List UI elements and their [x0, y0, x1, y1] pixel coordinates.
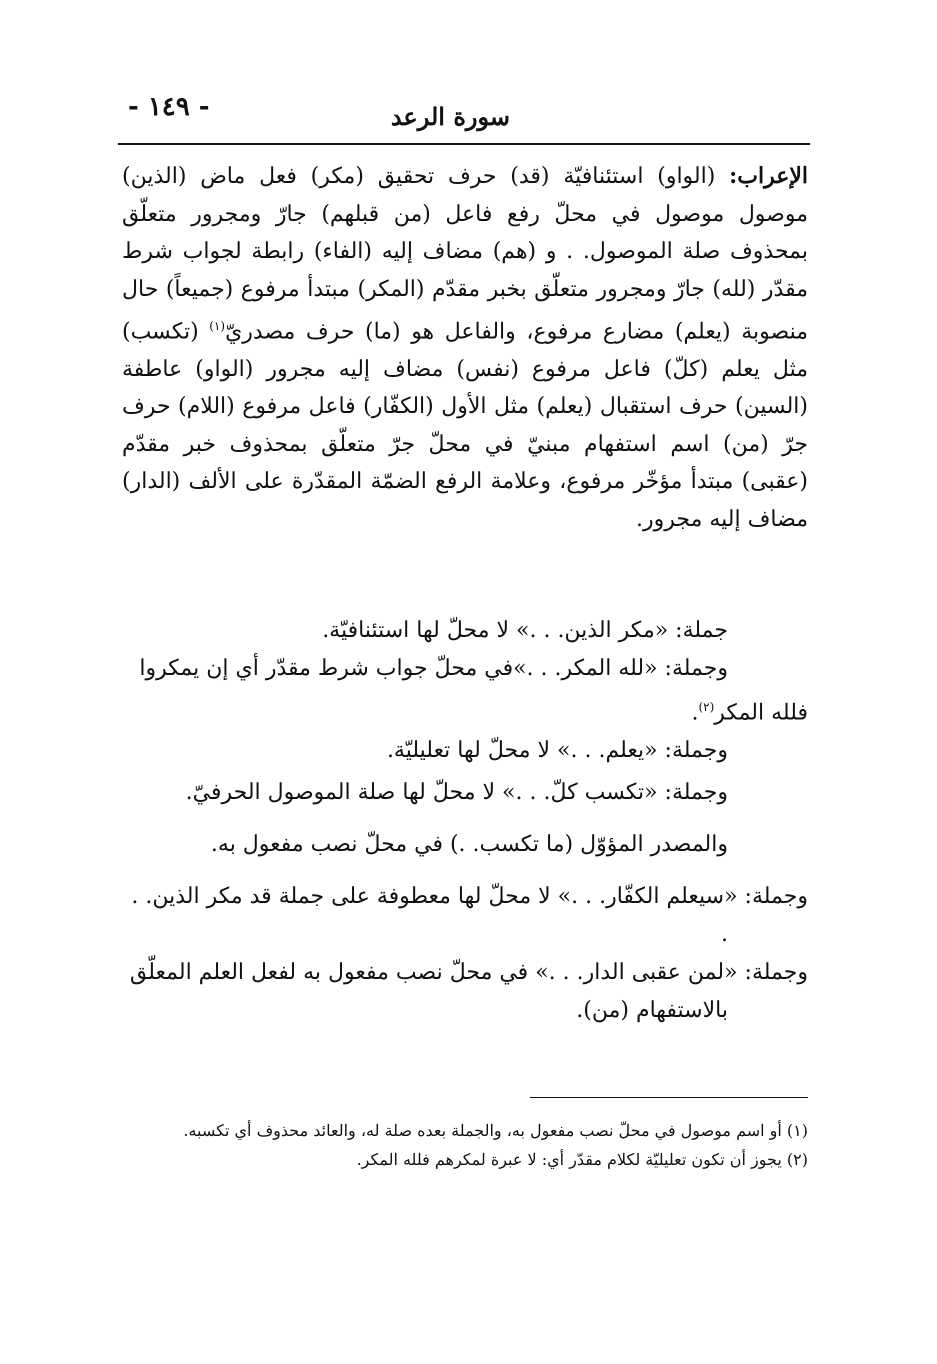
sentence-analysis-list	[122, 612, 808, 1030]
surah-title: سورة الرعد	[390, 102, 510, 131]
list-item: وجملة: «يعلم. . .» لا محلّ لها تعليليّة.	[386, 738, 728, 764]
page-number: - ١٤٩ -	[128, 92, 210, 122]
list-item	[122, 650, 808, 732]
footnote-marker-2[interactable]: (٢)	[698, 700, 715, 714]
footnote-2: (٢) يجوز أن تكون تعليليّة لكلام مقدّر أي: لا عبرة لمكرهم فلله المكر.	[356, 1150, 808, 1169]
list-item-text: وجملة: «لله المكر. . .»في محلّ جواب شرط مقدّر أي إن يمكروا فلله المكر	[139, 656, 808, 726]
list-item: جملة: «مكر الذين. . .» لا محلّ لها استئنافيّة.	[322, 618, 728, 643]
list-item: وجملة: «تكسب كلّ. . .» لا محلّ لها صلة الموصول الحرفيّ.	[185, 780, 728, 806]
irab-paragraph	[122, 158, 808, 538]
footnotes	[122, 1116, 808, 1174]
list-item: وجملة: «سيعلم الكفّار. . .» لا محلّ لها معطوفة على جملة قد مكر الذين. . .	[131, 884, 808, 948]
footnote-divider	[530, 1097, 808, 1098]
list-item: وجملة: «لمن عقبى الدار. . .» في محلّ نصب مفعول به لفعل العلم المعلّق بالاستفهام (من).	[129, 960, 808, 1024]
list-item-end: .	[691, 700, 699, 726]
footnote-1: (١) أو اسم موصول في محلّ نصب مفعول به، والجملة بعده صلة له، والعائد محذوف أي تكسبه.	[183, 1121, 808, 1140]
list-item: والمصدر المؤوّل (ما تكسب. .) في محلّ نصب مفعول به.	[210, 832, 728, 858]
irab-text-continued: (تكسب) مثل يعلم (كلّ) فاعل مرفوع (نفس) مضاف إليه مجرور (الواو) عاطفة (السين) حرف استقبال (يعلم) مثل الأول (الكفّار) فاعل مرفوع (اللام) حرف جرّ (من) اسم استفهام مبنيّ في محلّ جرّ متعلّق بمحذوف خبر مقدّم (عقبى) مبتدأ مؤخّر مرفوع، وعلامة الرفع الضمّة المقدّرة على الألف (الدار) مضاف إليه مجرور.	[122, 319, 809, 532]
footnote-marker-1[interactable]: (١)	[209, 319, 226, 333]
page-header	[120, 92, 810, 136]
irab-text: (الواو) استئنافيّة (قد) حرف تحقيق (مكر) فعل ماض (الذين) موصول موصول في محلّ رفع فاعل (من قبلهم) جارّ ومجرور متعلّق بمحذوف صلة الموصول. . و (هم) مضاف إليه (الفاء) رابطة لجواب شرط مقدّر (لله) جارّ ومجرور متعلّق بخبر مقدّم (المكر) مبتدأ مرفوع (جميعاً) حال منصوبة (يعلم) مضارع مرفوع، والفاعل هو (ما) حرف مصدريّ	[122, 164, 808, 345]
irab-heading: الإعراب:	[729, 163, 809, 189]
header-divider	[118, 143, 810, 145]
